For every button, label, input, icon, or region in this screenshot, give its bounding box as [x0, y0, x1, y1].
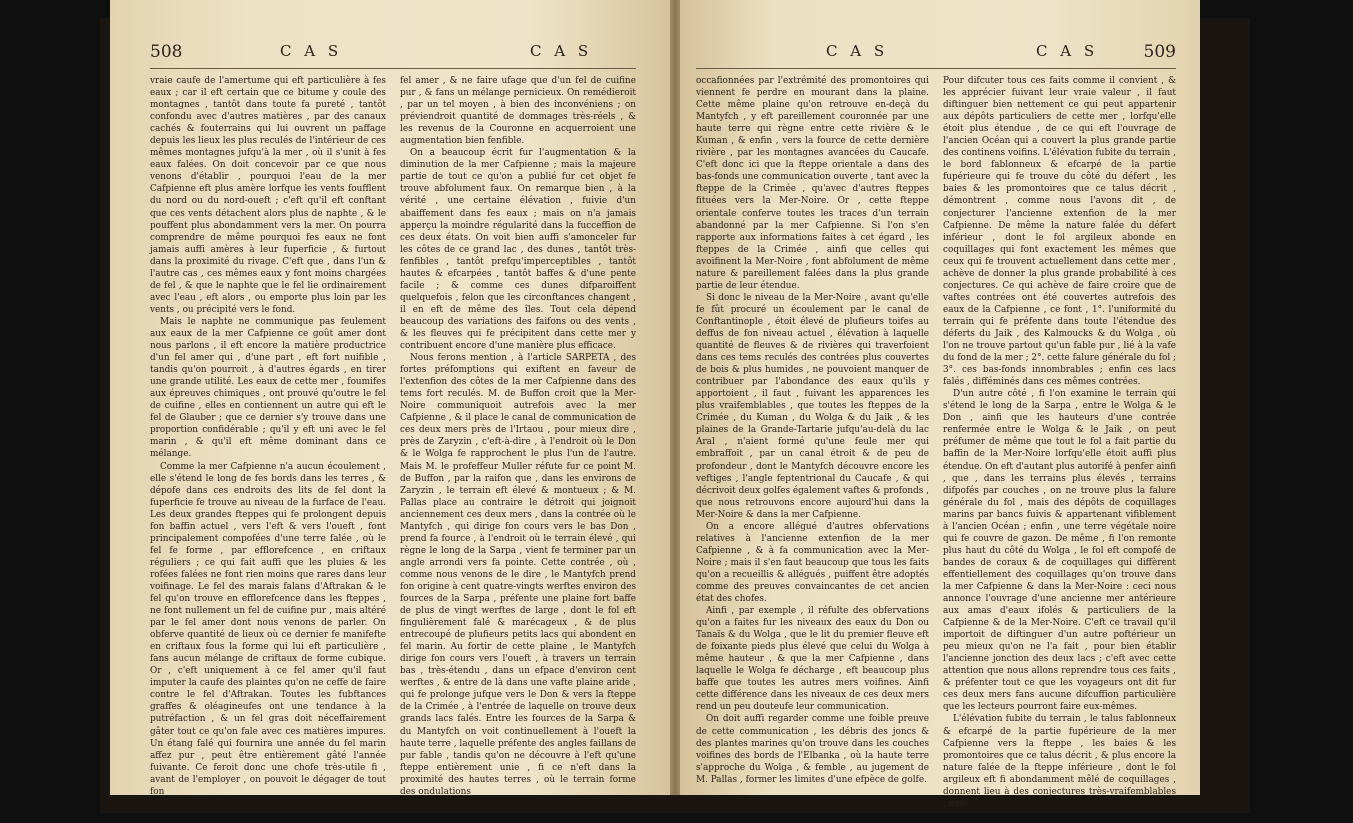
right-header-rule: [696, 68, 1176, 69]
left-column-1: [150, 75, 386, 795]
paragraph: Ainfi , par exemple , il réfulte des obfervations qu'on a faites fur les niveaux des eaux du Don ou Tanaïs & du Wolga , que le lit du premier fleuve eft de foixante pieds plus élevé que celui du Wolga à même hauteur , & que la mer Cafpienne , dans laquelle le Wolga fe décharge , eft beaucoup plus baffe que toutes les autres mers voifines. Ainfi cette différence dans les niveaux de ces deux mers rend un peu douteufe leur communication.: [696, 606, 929, 713]
left-column-2: [400, 75, 636, 795]
paragraph: D'un autre côté , fi l'on examine le terrain qui s'étend le long de la Sarpa , entre le Wolga & le Don , ainfi que les hauteurs d'une contrée renfermée entre le Wolga & le Jaik , on peut préfumer de même que tout le fol a fait partie du baffin de la Mer-Noire lorfqu'elle étoit auffi plus étendue. On eft d'autant plus autorifé à penfer ainfi , que , dans les terrains plus élevés , terrains difpofés par couches , on ne trouve plus la falure générale du fol , mais des dépôts de coquillages marins par bancs fuivis & appartenant vifiblement à l'ancien Océan ; enfin , une terre végétale noire qui fe couvre de gazon. De même , fi l'on remonte plus haut du côté du Wolga , le fol eft compofé de bandes de coraux & de coquillages qui diffèrent effentiellement des coquillages qu'on trouve dans la mer Cafpienne & dans la Mer-Noire : ceci nous annonce l'ouvrage d'une ancienne mer antérieure aux amas d'eaux ifolés & particuliers de la Cafpienne & de la Mer-Noire. C'eft ce travail qu'il importoit de diftinguer d'un autre poftérieur un peu mieux qu'on ne l'a fait , pour bien établir l'ancienne jonction des deux lacs ; c'eft avec cette attention que nous allons reprendre tous ces faits , & préfenter tout ce que les voyageurs ont dit fur ces deux mers fans aucune difcuffion particulière que les lecteurs pourront faire eux-mêmes.: [943, 389, 1176, 713]
right-running-head-2: C A S: [1036, 42, 1099, 60]
right-running-head-1: C A S: [826, 42, 889, 60]
left-running-head-1: C A S: [280, 42, 343, 60]
paragraph: fel amer , & ne faire ufage que d'un fel de cuifine pur , & fans un mélange pernicieux. On remédieroit , par un tel moyen , à bien des inconvéniens ; on préviendroit quantité de dommages très-réels , & les revenus de la Couronne en acquerroient une augmentation bien fenfible.: [400, 76, 636, 147]
paragraph: Mais le naphte ne communique pas feulement aux eaux de la mer Cafpienne ce goût amer dont nous parlons , il eft encore la matière productrice d'un fel amer qui , d'une part , eft fort nuifible , tandis qu'on pourroit , à d'autres égards , en tirer une grande utilité. Les eaux de cette mer , foumifes aux épreuves chimiques , ont prouvé qu'outre le fel de cuifine , elles en contiennent un autre qui eft le fel de Glauber ; que ce dernier s'y trouve dans une proportion confidérable ; qu'il y eft uni avec le fel marin , & qu'il eft même dominant dans ce mélange.: [150, 316, 386, 460]
paragraph: On a encore allégué d'autres obfervations relatives à l'ancienne extenfion de la mer Cafpienne , & à fa communication avec la Mer-Noire ; mais il s'en faut beaucoup que tous les faits qu'on a recueillis & allégués , puiffent être adoptés comme des preuves convaincantes de cet ancien état des chofes.: [696, 521, 929, 605]
paragraph: vraie caufe de l'amertume qui eft particulière à fes eaux ; car il eft certain que ce bitume y coule des montagnes , tantôt dans toute fa pureté , tantôt confondu avec d'autres matières , par des canaux cachés & fouterrains qui lui ouvrent un paffage depuis les lieux les plus reculés de l'intérieur de ces mêmes montagnes jufqu'à la mer , où il s'unit à fes eaux falées. On doit concevoir par ce que nous venons d'établir , pourquoi l'eau de la mer Cafpienne eft plus amère lorfque les vents foufflent du nord ou du nord-oueft ; c'eft qu'il eft conftant que ces vents détachent alors plus de naphte , & le pouffent plus abondamment vers la mer. On pourra comprendre de même pourquoi fes eaux ne font jamais auffi amères à leur fuperficie , & furtout dans la proximité du rivage. C'eft que , dans l'un & l'autre cas , ces mêmes eaux y font moins chargées de fel , & que le naphte que le fel lie ordinairement avec l'eau , eft alors , ou emporte plus loin par les vents , ou précipité vers le fond.: [150, 76, 386, 315]
right-column-2: [943, 75, 1176, 809]
paragraph: Pour difcuter tous ces faits comme il convient , & les apprécier fuivant leur vraie valeur , il faut diftinguer bien nettement ce qui peut appartenir aux dépôts particuliers de cette mer , lorfqu'elle étoit plus étendue , de ce qui eft l'ouvrage de l'ancien Océan qui a couvert la plus grande partie des continens voifins. L'élévation fubite du terrain , le bord fablonneux & efcarpé de la partie fupérieure qui fe trouve du côté du défert , les baies & les promontoires que ce talus décrit , démontrent , comme nous l'avons dit , de conjecturer l'ancienne extenfion de la mer Cafpienne. De même la nature falée du défert inférieur , dont le fol argileux abonde en coquillages qui font exactement les mêmes que ceux qui fe trouvent actuellement dans cette mer , achève de donner la plus grande probabilité à ces conjectures. Ce qui achève de faire croire que de vaftes contrées ont été couvertes autrefois des eaux de la Cafpienne , ce font , 1°. l'uniformité du terrain qui fe préfente dans toute l'étendue des déferts du Jaik , des Kalmoucks & du Wolga , où l'on ne trouve partout qu'un fable pur , lié à la vafe du fond de la mer ; 2°. cette falure générale du fol ; 3°. ces bas-fonds innombrables ; enfin ces lacs falés , difféminés dans ces mêmes contrées.: [943, 76, 1176, 388]
paragraph: Comme la mer Cafpienne n'a aucun écoulement , elle s'étend le long de fes bords dans les terres , & dépofe dans ces endroits des lits de fel dont la fuperficie fe trouve au niveau de la furface de l'eau. Les deux grandes fteppes qui fe prolongent depuis fon baffin actuel , vers l'eft & vers l'oueft , font principalement compofées d'une terre falée , où le fel fe forme , par efflorefcence , en criftaux réguliers ; ce qui fait auffi que les pluies & les rofées falées ne font rien moins que rares dans leur voifinage. Le fel des marais falans d'Aftrakan & le fel qu'on trouve en efflorefcence dans les fteppes , ne font nullement un fel de cuifine pur , mais altéré par le fel amer dont nous venons de parler. On obferve quantité de lieux où ce dernier fe manifefte en criftaux fous la forme qui lui eft particulière , fans aucun mélange de criftaux de forme cubique. Or , c'eft uniquement à ce fel amer qu'il faut imputer la caufe des plaintes qu'on ne ceffe de faire contre le fel d'Aftrakan. Toutes les fubftances graffes & oléagineufes ont une tendance à la putréfaction , & un fel gras doit néceffairement gâter tout ce qu'on fale avec ces matières impures. Un étang falé qui fournira une année du fel marin affez pur , peut être entièrement gâté l'année fuivante. Ce feroit donc une chofe très-utile fi , avant de l'employer , on pouvoit le dégager de tout fon: [150, 461, 386, 797]
right-column-1: [696, 75, 929, 795]
right-page-header: [696, 38, 1176, 68]
paragraph: Nous ferons mention , à l'article SARPETA , des fortes préfomptions qui exiftent en faveur de l'extenfion des côtes de la mer Cafpienne dans des tems fort reculés. M. de Buffon croit que la Mer-Noire communiquoit autrefois avec la mer Cafpienne , & il place le canal de communication de ces deux mers près de l'Irtaou , pour mieux dire , près de Zaryzin , c'eft-à-dire , à l'endroit où le Don & le Wolga fe rapprochent le plus l'un de l'autre. Mais M. le profeffeur Muller réfute fur ce point M. de Buffon , par la raifon que , dans les environs de Zaryzin , le terrain eft élevé & montueux ; & M. Pallas place au contraire le détroit qui joignoit anciennement ces deux mers , dans la contrée où le Mantyfch , qui dirige fon cours vers le bas Don , prend fa fource , à l'endroit où le terrain élevé , qui règne le long de la Sarpa , vient fe terminer par un angle arrondi vers fa pointe. Cette contrée , où , comme nous venons de le dire , le Mantyfch prend fon origine à cent quatre-vingts werftes environ des fources de la Sarpa , préfente une plaine fort baffe de plus de vingt werftes de large , dont le fol eft fingulièrement falé & marécageux , & de plus entrecoupé de plufieurs petits lacs qui abondent en fel marin. Au fortir de cette plaine , le Mantyfch dirige fon cours vers l'oueft , à travers un terrain bas , très-étendu , dans un efpace d'environ cent werftes , & entre de là dans une vafte plaine aride , qui fe prolonge jufque vers le Don & vers la fteppe de la Crimée , à l'entrée de laquelle on trouve deux grands lacs falés. Entre les fources de la Sarpa & du Mantyfch on voit continuellement à l'oueft la haute terre , laquelle préfente des angles faillans de pur fable , tandis qu'on ne découvre à l'eft qu'une fteppe entièrement unie , fi ce n'eft dans la proximité des hautes terres , où le terrain forme des ondulations: [400, 353, 636, 797]
left-header-rule: [150, 68, 636, 69]
right-columns: [696, 75, 1176, 809]
left-page-number: 508: [150, 42, 183, 62]
paragraph: L'élévation fubite du terrain , le talus fablonneux & efcarpé de la partie fupérieure de la mer Cafpienne vers la fteppe , les baies & les promontoires que ce talus décrit , & plus encore la nature falée de la fteppe inférieure , dont le fol argileux eft fi abondamment mêlé de coquillages , donnent lieu à des conjectures très-vraifemblables , nou-: [943, 714, 1176, 809]
paragraph: On doit auffi regarder comme une foible preuve de cette communication , les débris des joncs & des plantes marines qu'on trouve dans les couches voifines des bords de l'Elbanka , où la haute terre s'approche du Wolga , & femble , au jugement de M. Pallas , former les limites d'une efpèce de golfe.: [696, 714, 929, 785]
paragraph: occafionnées par l'extrémité des promontoires qui viennent fe perdre en mourant dans la plaine. Cette même plaine qu'on retrouve en-deçà du Mantyfch , y eft pareillement couronnée par une haute terre qui règne entre cette rivière & le Kuman , & enfin , vers la fource de cette dernière rivière , par les montagnes avancées du Caucafe. C'eft donc ici que la fteppe orientale a dans des bas-fonds une communication ouverte , tant avec la fteppe de la Crimée , qu'avec d'autres fteppes fituées vers la Mer-Noire. Or , cette fteppe orientale conferve toutes les traces d'un terrain abandonné par la mer Cafpienne. Si l'on s'en rapporte aux informations faites à cet égard , les fteppes de la Crimée , ainfi que celles qui avoifinent la Mer-Noire , font abfolument de même nature & pareillement falées dans la plus grande partie de leur étendue.: [696, 76, 929, 291]
paragraph: Si donc le niveau de la Mer-Noire , avant qu'elle fe fût procuré un écoulement par le canal de Conftantinople , étoit élevé de plufieurs toifes au deffus de fon niveau actuel , élévation à laquelle quantité de fleuves & de rivières qui traverfoient dans ces tems reculés des contrées plus couvertes de bois & plus humides , ne pouvoient manquer de contribuer par l'abondance des eaux qu'ils y apportoient , il faut , fuivant les apparences les plus vraifemblables , que toutes les fteppes de la Crimée , du Kuman , du Wolga & du Jaik , & les plaines de la Grande-Tartarie jufqu'au-delà du lac Aral , n'aient formé qu'une feule mer qui embraffoit , par un canal étroit & de peu de profondeur , dont le Mantyfch découvre encore les veftiges , l'angle feptentrional du Caucafe , & qui décrivoit deux golfes également vaftes & profonds , que nous retrouvons encore aujourd'hui dans la Mer-Noire & dans la mer Cafpienne.: [696, 292, 929, 520]
paragraph: On a beaucoup écrit fur l'augmentation & la diminution de la mer Cafpienne ; mais la majeure partie de tout ce qu'on a publié fur cet objet fe trouve abfolument faux. On remarque bien , à la vérité , une certaine élévation , fuivie d'un abaiffement dans fes eaux ; mais on n'a jamais apperçu la moindre régularité dans la fucceffion de ces deux états. On voit bien auffi s'amonceler fur les côtes de ce grand lac , des dunes , tantôt très-fenfibles , tantôt prefqu'imperceptibles , tantôt hautes & efcarpées , tantôt baffes & d'une pente facile ; & comme ces dunes difparoiffent quelquefois , felon que les circonftances changent , il en eft de même des îles. Tout cela dépend beaucoup des variations des faifons ou des vents , & les fleuves qui fe précipitent dans cette mer y contribuent encore d'une manière plus efficace.: [400, 148, 636, 352]
left-columns: [150, 75, 636, 795]
left-running-head-2: C A S: [530, 42, 593, 60]
left-page-header: [150, 38, 636, 68]
right-page: [680, 0, 1200, 809]
right-page-number: 509: [1143, 42, 1176, 62]
left-page: [110, 0, 670, 795]
